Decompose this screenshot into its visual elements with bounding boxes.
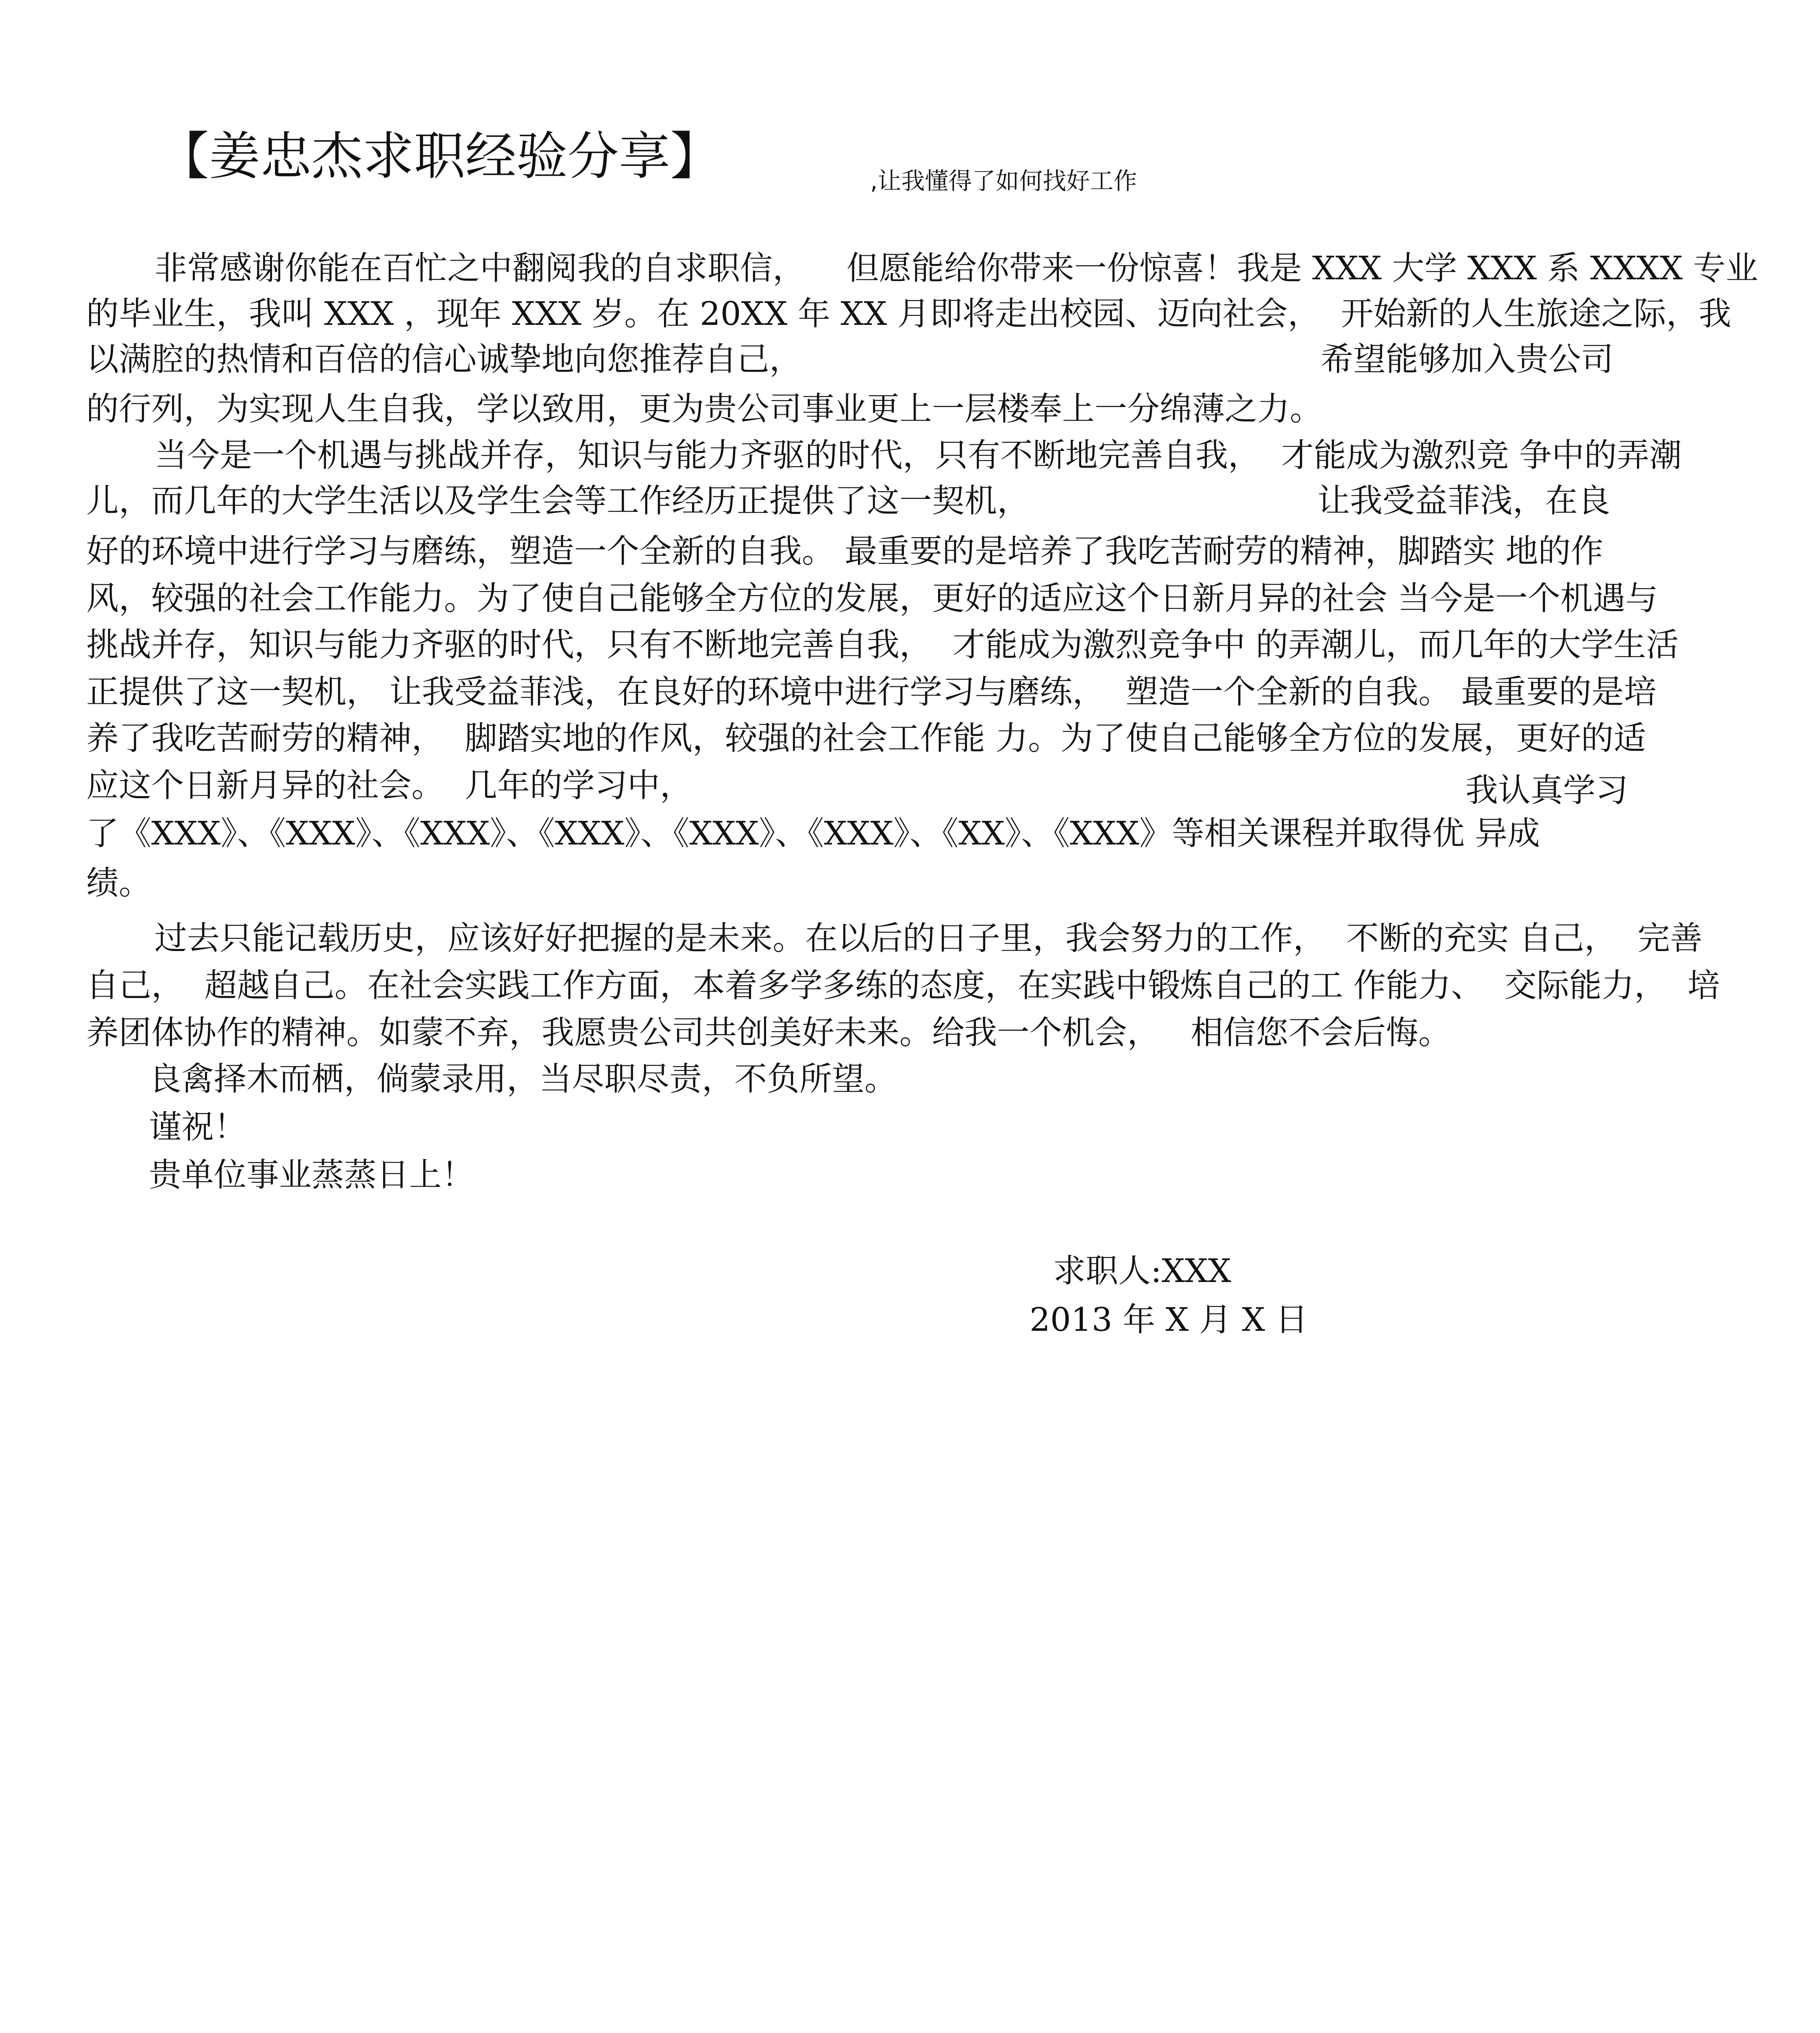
letter-line: 好的环境中进行学习与磨练，塑造一个全新的自我。 最重要的是培养了我吃苦耐劳的精神，脚踏实 地的作 (86, 532, 1603, 570)
page-subtitle: ,让我懂得了如何找好工作 (870, 167, 1137, 195)
letter-line: 让我受益菲浅，在良 (1317, 482, 1610, 520)
letter-line: 了《XXX》、《XXX》、《XXX》、《XXX》、《XXX》、《XXX》、《XX》、《XXX》等相关课程并取得优 异成 (86, 814, 1540, 852)
page-title: 【姜忠杰求职经验分享】 (158, 126, 721, 186)
letter-date: 2013 年 X 月 X 日 (1030, 1301, 1308, 1339)
letter-line: 风，较强的社会工作能力。为了使自己能够全方位的发展，更好的适应这个日新月异的社会 当今是一个机遇与 (86, 579, 1658, 617)
letter-line: 贵单位事业蒸蒸日上！ (149, 1156, 474, 1194)
letter-line: 自己， 超越自己。在社会实践工作方面，本着多学多练的态度，在实践中锻炼自己的工 作能力、 交际能力， 培 (86, 966, 1720, 1004)
letter-line: 养团体协作的精神。如蒙不弃，我愿贵公司共创美好未来。给我一个机会， 相信您不会后悔。 (86, 1014, 1451, 1051)
letter-line: 儿，而几年的大学生活以及学生会等工作经历正提供了这一契机， (86, 482, 1030, 520)
letter-line: 谨祝！ (149, 1108, 246, 1146)
letter-line: 良禽择木而栖，倘蒙录用，当尽职尽责，不负所望。 (149, 1060, 897, 1098)
letter-line: 的行列，为实现人生自我，学以致用，更为贵公司事业更上一层楼奉上一分绵薄之力。 (86, 390, 1322, 428)
letter-line: 养了我吃苦耐劳的精神， 脚踏实地的作风，较强的社会工作能 力。为了使自己能够全方位的发展，更好的适 (86, 719, 1646, 757)
letter-line: 的毕业生，我叫 XXX ，现年 XXX 岁。在 20XX 年 XX 月即将走出校园、迈向社会， 开始新的人生旅途之际，我 (86, 295, 1731, 333)
letter-line: 过去只能记载历史，应该好好把握的是未来。在以后的日子里，我会努力的工作， 不断的充实 自己， 完善 (155, 919, 1703, 957)
letter-line: 挑战并存，知识与能力齐驱的时代，只有不断地完善自我， 才能成为激烈竞争中 的弄潮儿，而几年的大学生活 (86, 626, 1679, 664)
signature: 求职人:XXX (1053, 1252, 1231, 1290)
letter-line: 正提供了这一契机， 让我受益菲浅，在良好的环境中进行学习与磨练， 塑造一个全新的自我。 最重要的是培 (86, 673, 1657, 711)
letter-line: 当今是一个机遇与挑战并存，知识与能力齐驱的时代，只有不断地完善自我， 才能成为激烈竞 争中的弄潮 (155, 436, 1682, 474)
letter-line: 希望能够加入贵公司 (1321, 340, 1613, 378)
letter-line: 我认真学习 (1465, 771, 1628, 809)
letter-line: 以满腔的热情和百倍的信心诚挚地向您推荐自己， (86, 340, 802, 378)
letter-line: 非常感谢你能在百忙之中翻阅我的自求职信， 但愿能给你带来一份惊喜！我是 XXX 大学 XXX 系 XXXX 专业 (155, 249, 1758, 287)
letter-line: 应这个日新月异的社会。 几年的学习中， (86, 766, 692, 804)
letter-line: 绩。 (86, 864, 151, 902)
